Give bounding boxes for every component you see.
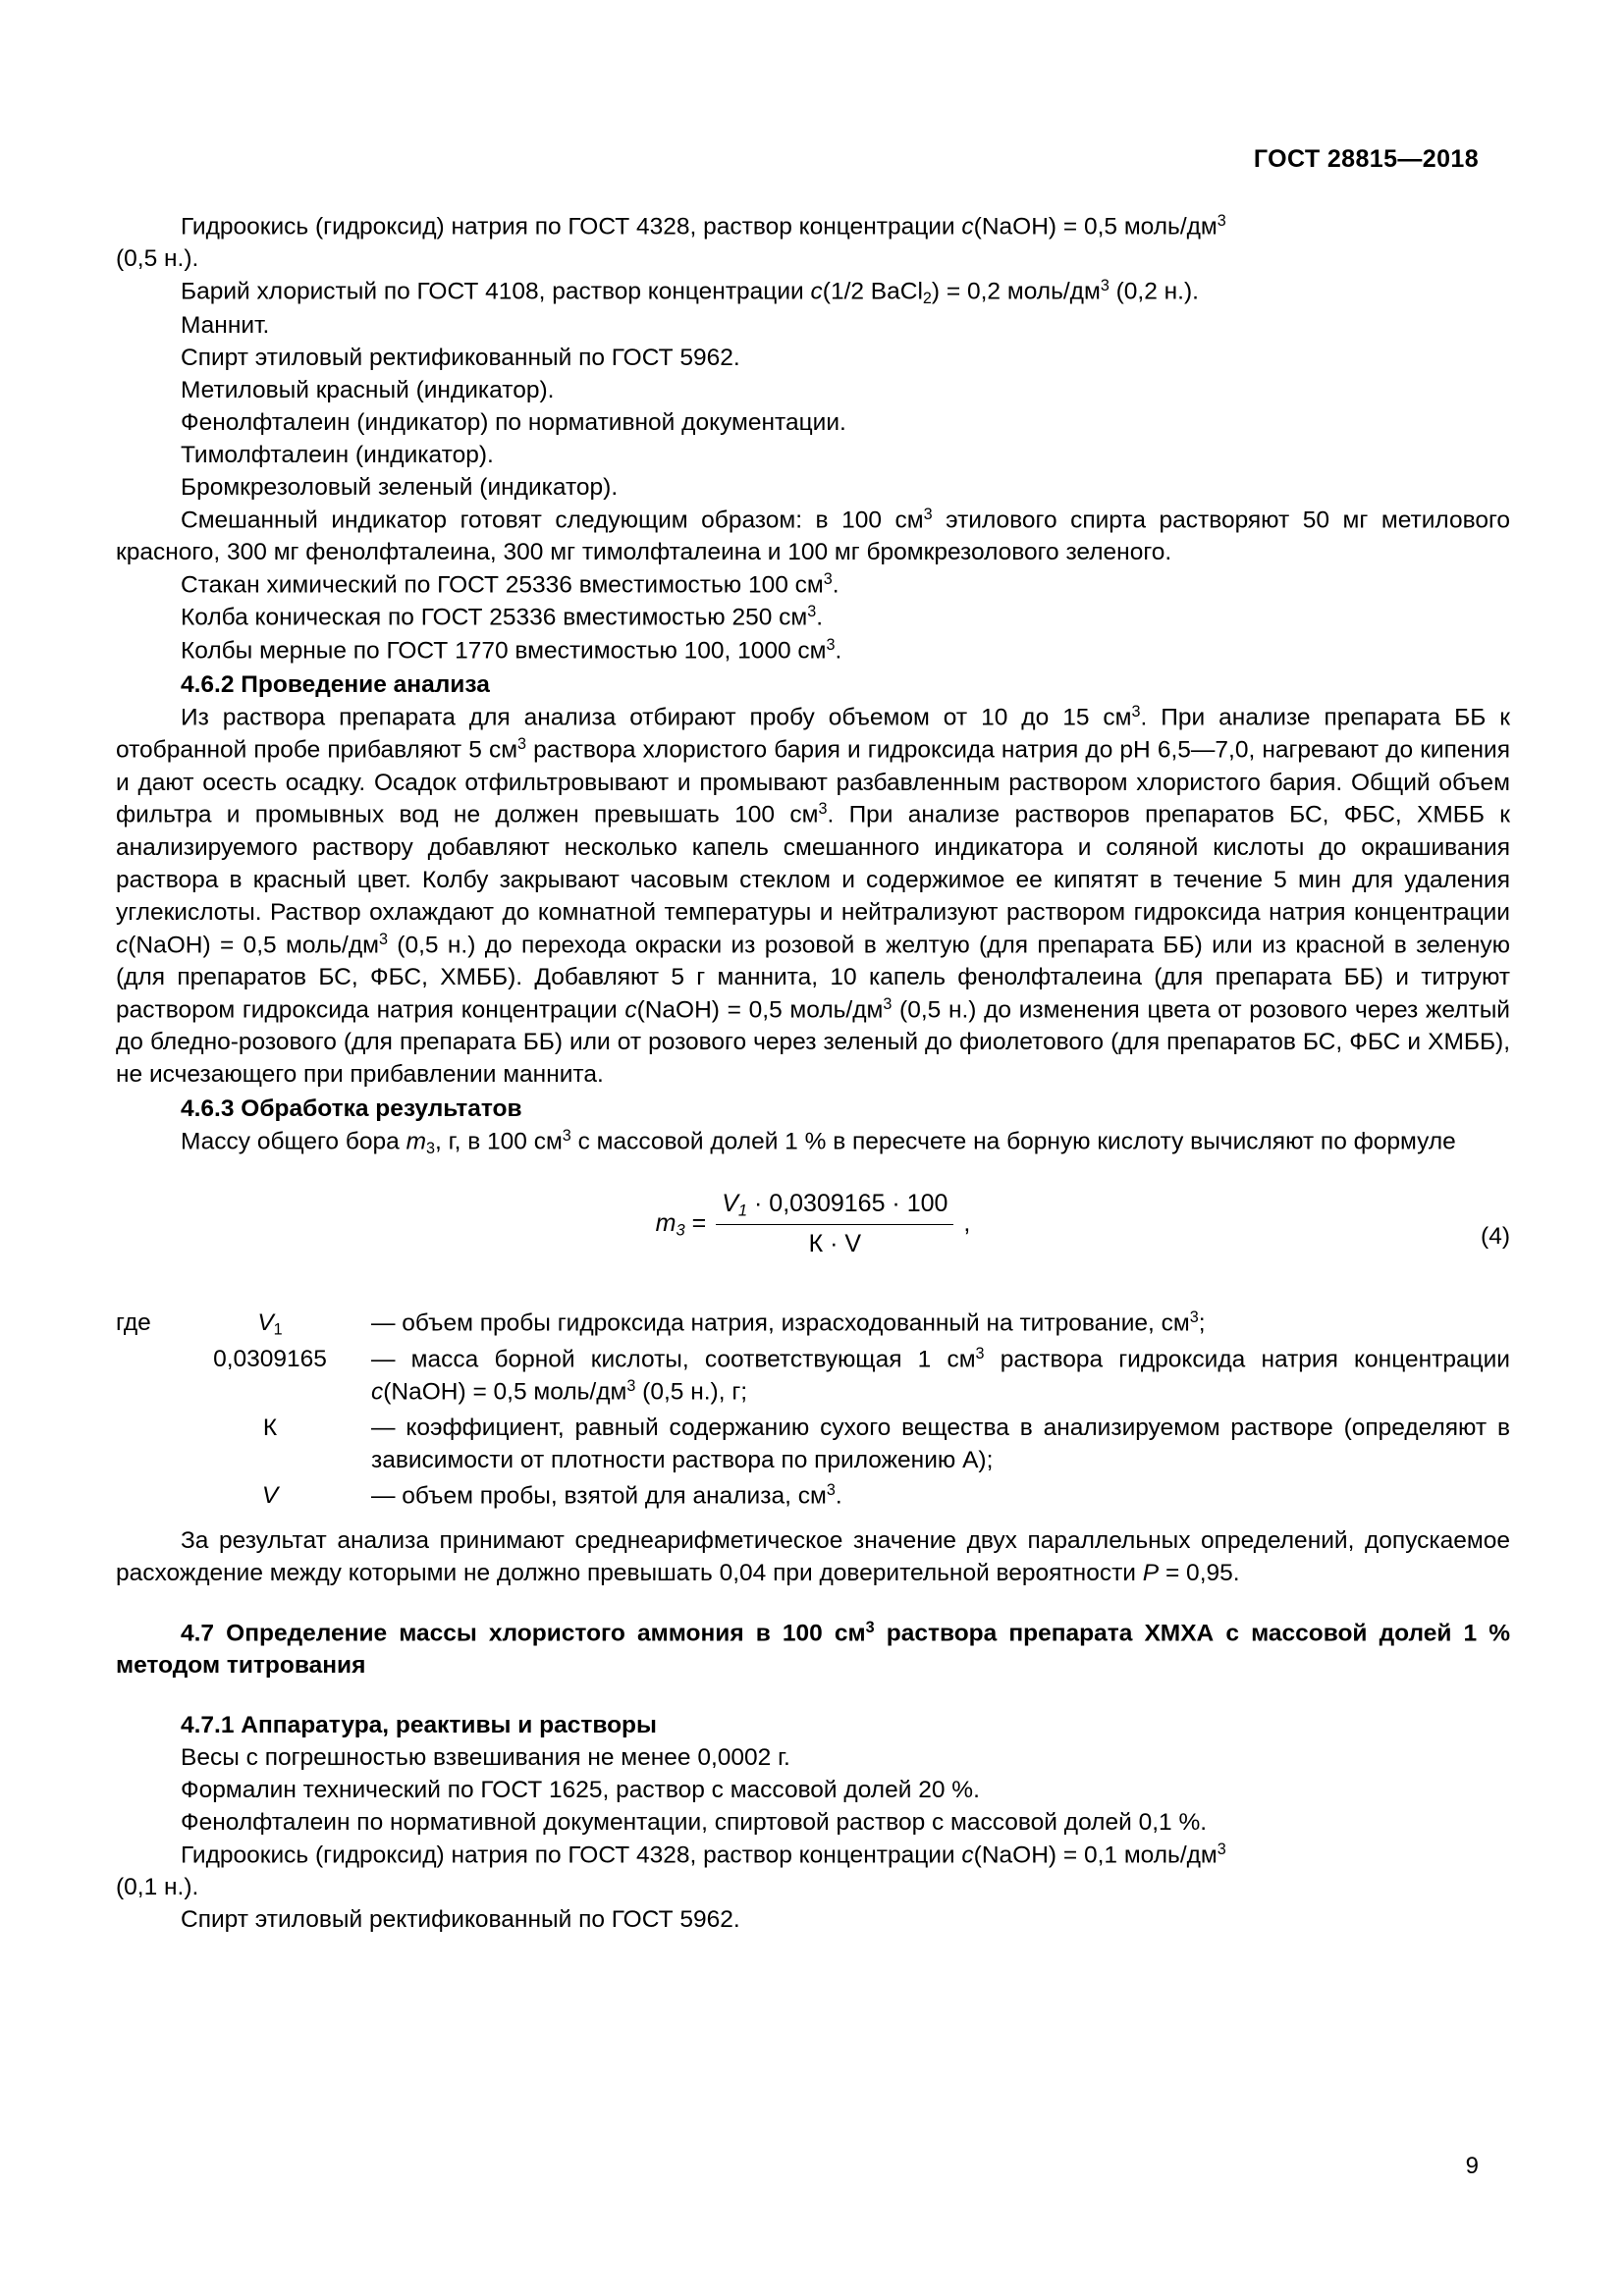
paragraph-naoh-2-cont: (0,1 н.). — [116, 1874, 199, 1901]
subscript: 2 — [922, 290, 932, 308]
paragraph-bromocresol-green: Бромкрезоловый зеленый (индикатор). — [181, 473, 619, 501]
page-header: ГОСТ 28815—2018 — [1253, 145, 1479, 173]
paragraph-naoh-1-cont: (0,5 н.). — [116, 245, 199, 273]
superscript: 3 — [562, 1127, 571, 1146]
formula-lhs-var — [655, 1208, 685, 1240]
superscript: 3 — [1217, 212, 1226, 230]
formula-equals: = — [691, 1208, 707, 1237]
superscript: 3 — [807, 603, 817, 621]
paragraph-boron-mass — [116, 1126, 1510, 1160]
superscript: 3 — [1217, 1840, 1226, 1858]
formula-var-m: m — [655, 1208, 677, 1237]
text-run: (0,2 н.). — [1109, 278, 1199, 305]
text-run: 4.7 Определение массы хлористого аммония в 100 см — [181, 1620, 866, 1647]
symbol-v: V — [257, 1308, 274, 1336]
superscript: 3 — [865, 1618, 875, 1636]
table-row — [116, 1413, 1510, 1480]
table-row — [116, 1480, 1510, 1516]
spacer — [116, 1590, 1510, 1616]
formula-expression — [116, 1188, 1510, 1260]
text-run: (NaOH) = 0,1 моль/дм — [973, 1842, 1218, 1869]
text-run: Гидроокись (гидроксид) натрия по ГОСТ 4328, раствор концентрации — [181, 1842, 962, 1869]
text-run: . При анализе препарата ББ к отобранной пробе прибавляют 5 см — [116, 704, 1511, 764]
text-run: Барий хлористый по ГОСТ 4108, раствор концентрации — [181, 278, 811, 305]
page-content — [116, 211, 1510, 1937]
text-run-italic: c — [810, 278, 823, 305]
text-run: ) = 0,2 моль/дм — [931, 278, 1101, 305]
text-run: с массовой долей 1 % в пересчете на борную кислоту вычисляют по формуле — [570, 1128, 1456, 1155]
paragraph-beaker — [116, 569, 1510, 602]
formula-comma: , — [963, 1208, 971, 1237]
formula-4 — [116, 1188, 1510, 1282]
superscript: 3 — [923, 505, 933, 523]
superscript: 3 — [1131, 702, 1141, 721]
text-run: Гидроокись (гидроксид) натрия по ГОСТ 4328, раствор концентрации — [181, 213, 962, 240]
text-run: . При анализе растворов препаратов БС, ФБС, ХМББ к анализируемого раствору добавляют несколько капель смешанного индикатора и соляной кислоты до окрашивания раствора в красный цвет. Колбу закрывают часовым стеклом и содержимое ее кипятят в течение 5 мин для удаления углекислоты. Раствор охлаждают до комнатной температуры и нейтрализуют раствором гидроксида натрия концентрации — [116, 801, 1510, 926]
superscript: 3 — [1100, 277, 1110, 295]
spacer-cell — [116, 1413, 177, 1480]
spacer-cell — [116, 1480, 177, 1516]
paragraph-naoh-1 — [116, 211, 1510, 243]
symbol-v-sub: 1 — [273, 1320, 283, 1339]
paragraph-bacl2 — [116, 276, 1510, 310]
paragraph-methyl-red: Метиловый красный (индикатор). — [181, 376, 555, 403]
where-symbol-k: К — [262, 1414, 278, 1441]
paragraph-volumetric-flasks — [116, 635, 1510, 667]
paragraph-phenolphthalein: Фенолфталеин (индикатор) по нормативной документации. — [181, 408, 846, 436]
paragraph-ethanol: Спирт этиловый ректификованный по ГОСТ 5962. — [181, 344, 740, 371]
paragraph-phenolphthalein-2: Фенолфталеин по нормативной документации, спиртовой раствор с массовой долей 0,1 %. — [181, 1808, 1208, 1836]
paragraph-balance: Весы с погрешностью взвешивания не менее 0,0002 г. — [181, 1743, 790, 1771]
formula-num-rest: · 0,0309165 · 100 — [747, 1189, 948, 1217]
heading-4-7-1: 4.7.1 Аппаратура, реактивы и растворы — [181, 1712, 657, 1739]
text-run: = 0,95. — [1159, 1559, 1240, 1586]
spacer-cell — [116, 1344, 177, 1413]
where-symbol-v1 — [177, 1308, 371, 1344]
text-run: раствора препарата ХМХА с массовой долей 1 % методом титрования — [116, 1620, 1510, 1680]
text-run: Колбы мерные по ГОСТ 1770 вместимостью 100, 1000 см — [181, 636, 827, 664]
text-run: . — [832, 571, 839, 599]
text-run: Массу общего бора — [181, 1128, 406, 1155]
table-row — [116, 1308, 1510, 1344]
where-desc-const: — масса борной кислоты, соответствующая 1 $см^3$ раствора гидроксида натрия концентрации c(NaOH) = 0,5 моль/$дм^3$ (0,5 н.), г; — [371, 1344, 1510, 1406]
text-run-italic: c — [624, 996, 637, 1024]
symbol-v-plain: V — [261, 1481, 279, 1509]
page-number: 9 — [1465, 2153, 1479, 2179]
text-run: За результат анализа принимают среднеарифметическое значение двух параллельных определений, допускаемое расхождение между которыми не должно превышать 0,04 при доверительной вероятности — [116, 1526, 1510, 1586]
where-symbol-v — [177, 1480, 371, 1516]
paragraph-conical-flask — [116, 602, 1510, 634]
text-run: Смешанный индикатор готовят следующим образом: в 100 см — [181, 506, 924, 533]
where-label: где — [116, 1308, 151, 1336]
paragraph-mannit: Маннит. — [181, 311, 270, 339]
paragraph-formalin: Формалин технический по ГОСТ 1625, раствор с массовой долей 20 %. — [181, 1776, 980, 1803]
text-run-italic: c — [116, 932, 129, 959]
text-run: , г, в 100 см — [435, 1128, 563, 1155]
text-run-italic: P — [1142, 1559, 1160, 1586]
text-run: (NaOH) = 0,5 моль/дм — [128, 932, 379, 959]
heading-4-6-2: 4.6.2 Проведение анализа — [181, 670, 490, 698]
where-desc-v1: — объем пробы гидроксида натрия, израсходованный на титрование, $см^3$; — [371, 1308, 1206, 1337]
heading-4-6-3: 4.6.3 Обработка результатов — [181, 1095, 522, 1123]
text-run: . — [816, 604, 824, 631]
subscript: 3 — [426, 1139, 436, 1157]
paragraph-mixed-indicator — [116, 505, 1510, 569]
where-desc-k: — коэффициент, равный содержанию сухого вещества в анализируемом растворе (определяют в зависимости от плотности раствора по приложению А); — [371, 1414, 1510, 1473]
text-run-italic: c — [961, 213, 974, 240]
formula-fraction — [716, 1188, 953, 1260]
paragraph-ethanol-2: Спирт этиловый ректификованный по ГОСТ 5962. — [181, 1906, 740, 1934]
formula-num-v: V — [722, 1189, 738, 1217]
formula-numerator — [716, 1188, 953, 1225]
paragraph-thymolphthalein: Тимолфталеин (индикатор). — [181, 441, 494, 468]
text-run: этилового спирта растворяют 50 мг метилового красного, 300 мг фенолфталеина, 300 мг тимолфталеина и 100 мг бромкрезолового зеленого. — [116, 506, 1510, 565]
superscript: 3 — [517, 735, 527, 754]
superscript: 3 — [378, 930, 388, 948]
heading-4-7 — [116, 1618, 1510, 1682]
spacer — [116, 1516, 1510, 1525]
text-run-italic: c — [961, 1842, 974, 1869]
paragraph-result — [116, 1525, 1510, 1590]
superscript: 3 — [883, 994, 893, 1013]
text-run: (1/2 BaCl — [822, 278, 923, 305]
text-run: (0,5 н.) до перехода окраски из розовой в желтую (для препарата ББ) или из красной в зеленую (для препаратов БС, ФБС, ХМББ). Добавляют 5 г маннита, 10 капель фенолфталеина (для препарата ББ) и титруют раствором гидроксида натрия концентрации — [116, 932, 1510, 1024]
text-run: Стакан химический по ГОСТ 25336 вместимостью 100 см — [181, 571, 824, 599]
formula-num-v-sub: 1 — [737, 1201, 748, 1220]
formula-number: (4) — [1481, 1222, 1510, 1250]
text-run: раствора хлористого бария и гидроксида натрия до рН 6,5—7,0, нагревают до кипения и дают осесть осадку. Осадок отфильтровывают и промывают разбавленным раствором хлористого бария. Общий объем фильтра и промывных вод не должен превышать 100 см — [116, 736, 1510, 828]
text-run: Колба коническая по ГОСТ 25336 вместимостью 250 см — [181, 604, 808, 631]
text-run: Из раствора препарата для анализа отбирают пробу объемом от 10 до 15 см — [181, 704, 1132, 731]
formula-var-m-sub: 3 — [676, 1221, 685, 1240]
table-row — [116, 1344, 1510, 1413]
where-desc-v: — объем пробы, взятой для анализа, $см^3$. — [371, 1480, 842, 1509]
text-run: (NaOH) = 0,5 моль/дм — [973, 213, 1218, 240]
where-definitions — [116, 1308, 1510, 1516]
superscript: 3 — [818, 800, 828, 819]
paragraph-analysis-procedure — [116, 702, 1510, 1092]
text-run-italic: m — [406, 1128, 427, 1155]
superscript: 3 — [826, 635, 836, 654]
spacer — [116, 1682, 1510, 1708]
formula-denominator: К · V — [808, 1229, 862, 1257]
where-symbol-const: 0,0309165 — [213, 1345, 327, 1372]
text-run: . — [835, 636, 842, 664]
superscript: 3 — [823, 569, 833, 588]
text-run: (0,5 н.) до изменения цвета от розового через желтый до бледно-розового (для препарата ББ) или от розового через зеленый до фиолетового (для препаратов БС, ФБС и ХМББ), не исчезающего при прибавлении маннита. — [116, 996, 1510, 1089]
paragraph-naoh-2 — [116, 1840, 1510, 1872]
text-run: (NaOH) = 0,5 моль/дм — [636, 996, 884, 1024]
